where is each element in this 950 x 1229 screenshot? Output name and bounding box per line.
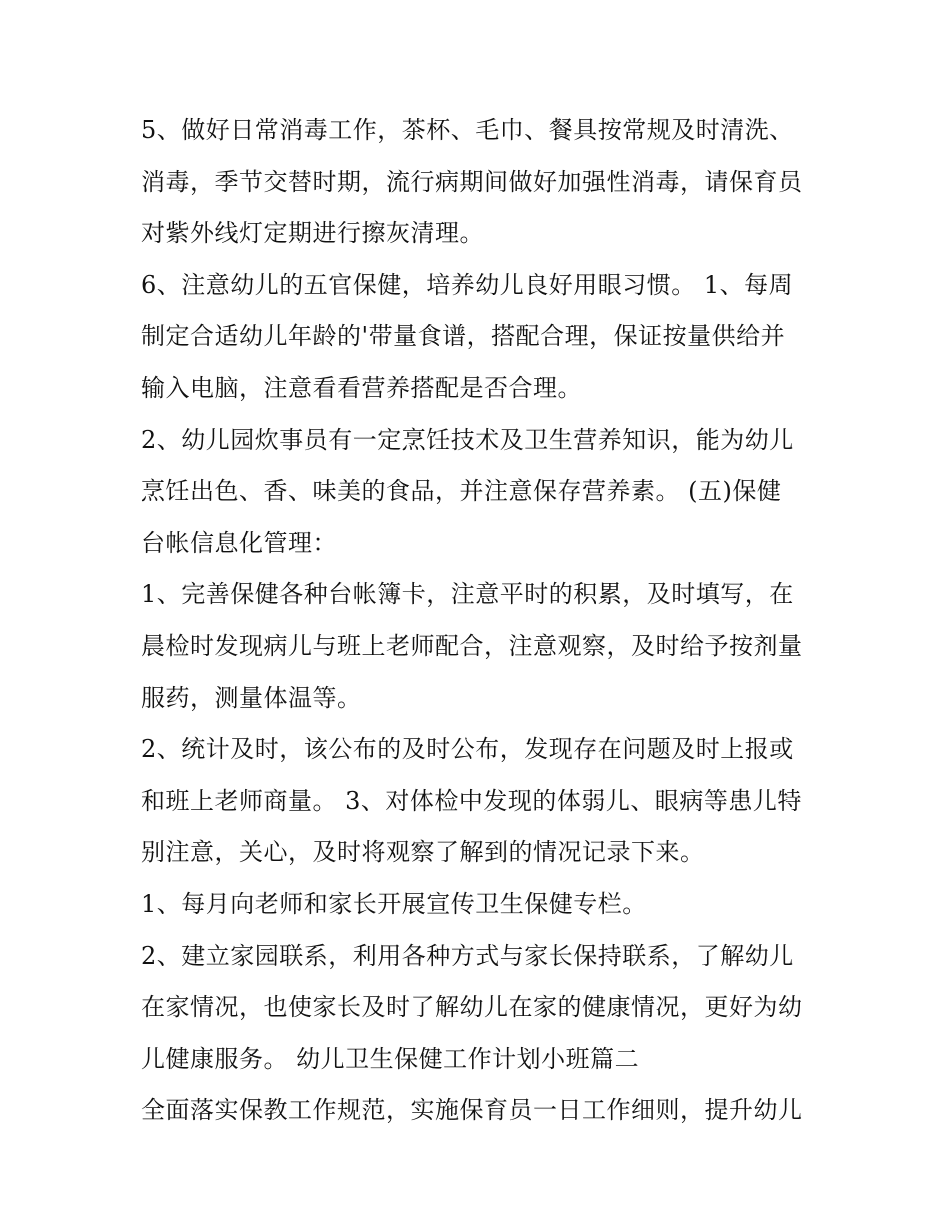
text-line-18: 在家情况，也使家长及时了解幼儿在家的健康情况，更好为幼: [141, 993, 803, 1022]
text-line-19: 儿健康服务。 幼儿卫生保健工作计划小班篇二: [141, 1044, 640, 1073]
text-line-1: 5、做好日常消毒工作，茶杯、毛巾、餐具按常规及时清洗、: [141, 116, 794, 144]
document-body: [141, 105, 821, 1137]
text-line-14: 和班上老师商量。 3、对体检中发现的体弱儿、眼病等患儿特: [141, 786, 802, 815]
text-line-9: 台帐信息化管理：: [141, 528, 337, 557]
text-line-8: 烹饪出色、香、味美的食品，并注意保存营养素。 (五)保健: [141, 477, 782, 506]
text-line-4: 6、注意幼儿的五官保健，培养幼儿良好用眼习惯。 1、每周: [141, 270, 794, 299]
text-line-11: 晨检时发现病儿与班上老师配合，注意观察，及时给予按剂量: [141, 631, 803, 660]
text-line-17: 2、建立家园联系，利用各种方式与家长保持联系，了解幼儿: [141, 941, 794, 970]
text-line-6: 输入电脑，注意看看营养搭配是否合理。: [141, 373, 582, 402]
text-line-16: 1、每月向老师和家长开展宣传卫生保健专栏。: [141, 889, 647, 918]
text-line-12: 服药，测量体温等。: [141, 683, 362, 712]
text-line-5: 制定合适幼儿年龄的'带量食谱，搭配合理，保证按量供给并: [141, 322, 786, 351]
text-line-13: 2、统计及时，该公布的及时公布，发现存在问题及时上报或: [141, 735, 794, 764]
text-line-3: 对紫外线灯定期进行擦灰清理。: [141, 219, 484, 248]
text-line-10: 1、完善保健各种台帐簿卡，注意平时的积累，及时填写，在: [141, 580, 794, 609]
text-line-7: 2、幼儿园炊事员有一定烹饪技术及卫生营养知识，能为幼儿: [141, 425, 794, 454]
text-line-20: 全面落实保教工作规范，实施保育员一日工作细则，提升幼儿: [141, 1096, 803, 1125]
text-line-15: 别注意，关心，及时将观察了解到的情况记录下来。: [141, 838, 705, 867]
text-line-2: 消毒，季节交替时期，流行病期间做好加强性消毒，请保育员: [141, 167, 803, 196]
